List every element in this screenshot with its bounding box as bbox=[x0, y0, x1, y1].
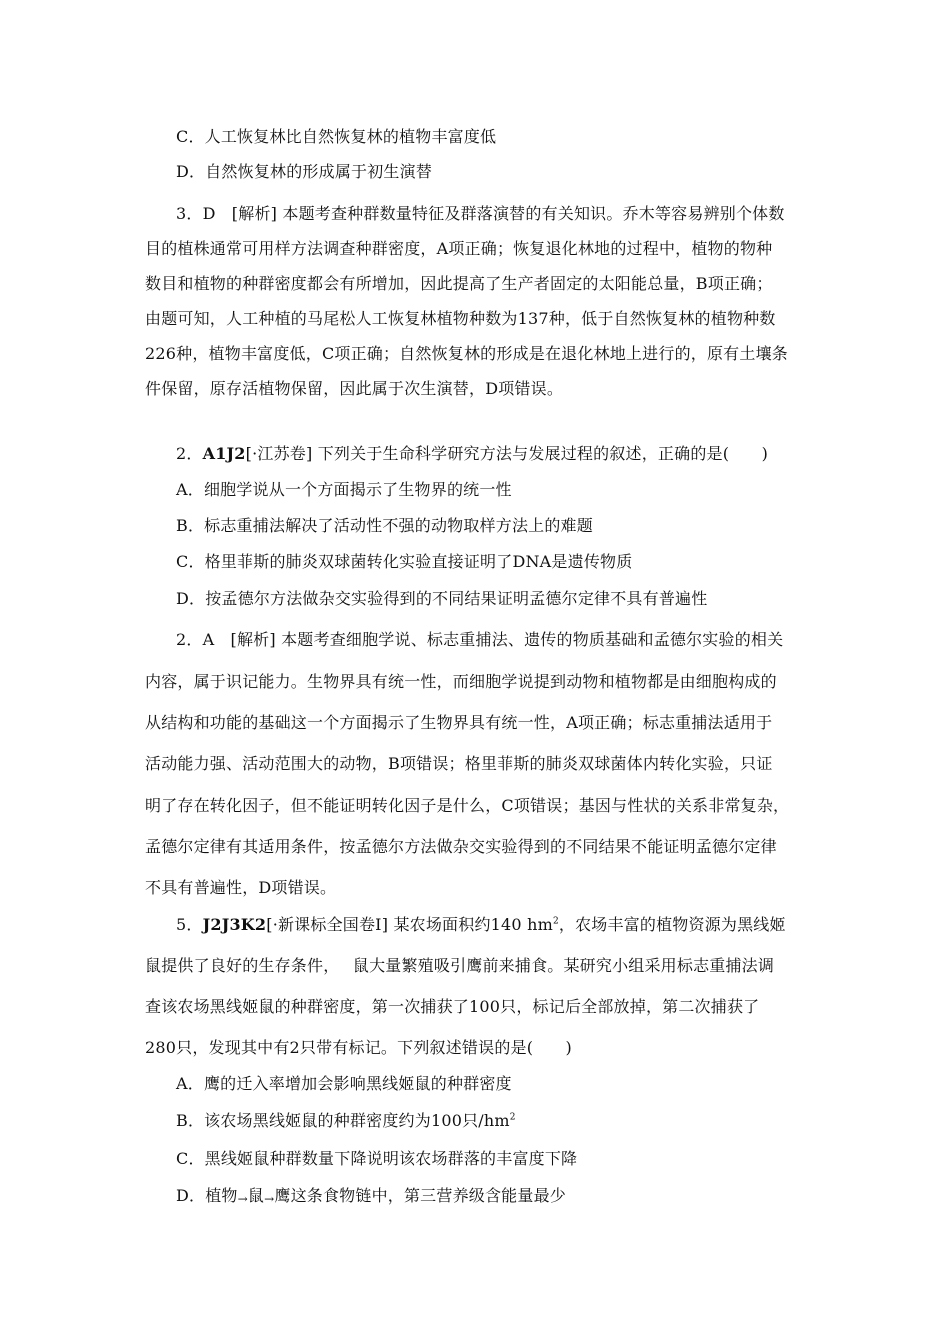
q2-answer-line-3: 从结构和功能的基础这一个方面揭示了生物界具有统一性，A项正确；标志重捕法适用于 bbox=[145, 713, 773, 732]
q5-option-d-text-2: 鼠 bbox=[247, 1186, 265, 1205]
q5-option-d-text-3: 鹰这条食物链中，第三营养级含能量最少 bbox=[274, 1186, 566, 1205]
q5-stem-text-1b: ，农场丰富的植物资源为黑线姬 bbox=[558, 915, 786, 934]
q3-option-d: D．自然恢复林的形成属于初生演替 bbox=[176, 162, 433, 181]
q3-answer-line-5: 226种，植物丰富度低，C项正确；自然恢复林的形成是在退化林地上进行的，原有土壤条 bbox=[145, 344, 788, 363]
q5-stem-line-1 bbox=[176, 914, 846, 936]
q2-option-d: D．按孟德尔方法做杂交实验得到的不同结果证明孟德尔定律不具有普遍性 bbox=[176, 589, 708, 608]
q5-option-d bbox=[176, 1185, 846, 1210]
q3-answer-line-3: 数目和植物的种群密度都会有所增加，因此提高了生产者固定的太阳能总量，B项正确； bbox=[145, 274, 773, 293]
q2-answer-line-1: 2．A [解析] 本题考查细胞学说、标志重捕法、遗传的物质基础和孟德尔实验的相关 bbox=[176, 630, 784, 649]
q5-option-c: C．黑线姬鼠种群数量下降说明该农场群落的丰富度下降 bbox=[176, 1149, 578, 1168]
q2-answer-line-5: 明了存在转化因子，但不能证明转化因子是什么，C项错误；基因与性状的关系非常复杂， bbox=[145, 796, 790, 815]
q2-code: A1J2 bbox=[202, 444, 246, 463]
q5-stem-line-3: 查该农场黑线姬鼠的种群密度，第一次捕获了100只，标记后全部放掉，第二次捕获了 bbox=[145, 997, 760, 1016]
q2-answer-line-2: 内容，属于识记能力。生物界具有统一性，而细胞学说提到动物和植物都是由细胞构成的 bbox=[145, 672, 777, 691]
q2-option-c: C．格里菲斯的肺炎双球菌转化实验直接证明了DNA是遗传物质 bbox=[176, 552, 633, 571]
q3-answer-line-2: 目的植株通常可用样方法调查种群密度，A项正确；恢复退化林地的过程中，植物的物种 bbox=[145, 239, 773, 258]
q5-option-b bbox=[176, 1110, 846, 1132]
q5-stem-line-4: 280只，发现其中有2只带有标记。下列叙述错误的是( ) bbox=[145, 1038, 573, 1057]
arrow-right-icon: → bbox=[264, 1192, 275, 1206]
q3-answer-line-1: 3．D [解析] 本题考查种群数量特征及群落演替的有关知识。乔木等容易辨别个体数 bbox=[176, 204, 785, 223]
q2-stem-text: 下列关于生命科学研究方法与发展过程的叙述，正确的是( ) bbox=[317, 444, 769, 463]
q5-number: 5． bbox=[176, 915, 203, 934]
q5-stem-superscript: 2 bbox=[552, 916, 559, 927]
q2-option-b: B．标志重捕法解决了活动性不强的动物取样方法上的难题 bbox=[176, 516, 593, 535]
q5-source: [·新课标全国卷Ⅰ] bbox=[266, 915, 389, 934]
q2-stem bbox=[176, 443, 846, 465]
arrow-right-icon: → bbox=[237, 1192, 248, 1206]
q5-option-b-text: B．该农场黑线姬鼠的种群密度约为100只/hm bbox=[176, 1111, 510, 1130]
q2-answer-line-4: 活动能力强、活动范围大的动物，B项错误；格里菲斯的肺炎双球菌体内转化实验，只证 bbox=[145, 754, 773, 773]
q3-option-c: C．人工恢复林比自然恢复林的植物丰富度低 bbox=[176, 127, 497, 146]
q5-option-b-superscript: 2 bbox=[509, 1112, 516, 1123]
q2-number: 2． bbox=[176, 444, 203, 463]
q3-answer-line-4: 由题可知，人工种植的马尾松人工恢复林植物种数为137种，低于自然恢复林的植物种数 bbox=[145, 309, 776, 328]
q2-source: [·江苏卷] bbox=[245, 444, 313, 463]
q5-option-a: A．鹰的迁入率增加会影响黑线姬鼠的种群密度 bbox=[176, 1074, 512, 1093]
q3-answer-line-6: 件保留，原存活植物保留，因此属于次生演替，D项错误。 bbox=[145, 379, 564, 398]
q5-stem-text-1a: 某农场面积约140 hm bbox=[393, 915, 553, 934]
q5-code: J2J3K2 bbox=[202, 915, 267, 934]
q2-answer-line-7: 不具有普遍性，D项错误。 bbox=[145, 878, 337, 897]
q5-option-d-text-1: D．植物 bbox=[176, 1186, 238, 1205]
q5-stem-line-2: 鼠提供了良好的生存条件， 鼠大量繁殖吸引鹰前来捕食。某研究小组采用标志重捕法调 bbox=[145, 956, 775, 975]
q2-answer-line-6: 孟德尔定律有其适用条件，按孟德尔方法做杂交实验得到的不同结果不能证明孟德尔定律 bbox=[145, 837, 777, 856]
q2-option-a: A．细胞学说从一个方面揭示了生物界的统一性 bbox=[176, 480, 512, 499]
